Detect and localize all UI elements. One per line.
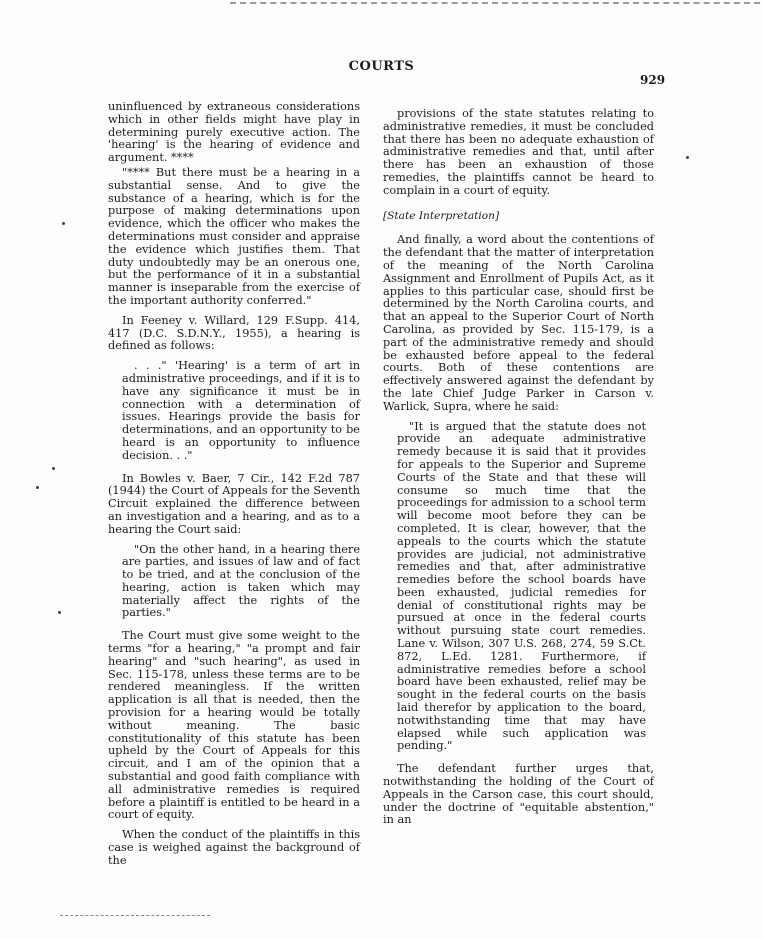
left-paragraph-1: uninfluenced by extraneous considerations which in other fields might have play in determining purely executive action. The 'hearing' is the hearing of evidence and argument. ****: [108, 100, 360, 165]
left-paragraph-5: The Court must give some weight to the terms "for a hearing," "a prompt and fair hearing" and "such hearing", as used in Sec. 115-178, unless these terms are to be rendered meaningless. If the written application is all that is needed, then the provision for a hearing would be totally without meaning. The basic constitutionality of this statute has been upheld by the Court of Appeals for this circuit, and I am of the opinion that a substantial and good faith compliance with all administrative remedies is required before a plaintiff is entitled to be heard in a court of equity.: [108, 629, 360, 822]
scan-speck: [62, 222, 65, 225]
right-paragraph-2: And finally, a word about the contentions of the defendant that the matter of interpretation of the meaning of the North Carolina Assignment and Enrollment of Pupils Act, as it applies to this particular case, should first be determined by the North Carolina courts, and that an appeal to the Superior Court of North Carolina, as provided by Sec. 115-179, is a part of the administrative remedy and should be exhausted before appeal to the federal courts. Both of these contentions are effectively answered against the defendant by the late Chief Judge Parker in Carson v. Warlick, Supra, where he said:: [383, 233, 654, 413]
scan-edge-top: [230, 2, 760, 4]
bowles-quote: [108, 544, 360, 621]
left-paragraph-6: When the conduct of the plaintiffs in this case is weighed against the background of the: [108, 828, 360, 867]
section-heading: [State Interpretation]: [383, 209, 500, 222]
left-paragraph-2: "**** But there must be a hearing in a substantial sense. And to give the substance of a hearing, which is for the purpose of making determinations upon evidence, which the officer who makes the determinations must consider and appraise the evidence which justifies them. That duty undoubtedly may be an onerous one, but the performance of it in a substantial manner is inseparable from the exercise of the important authority conferred.": [108, 165, 360, 307]
scan-speck: [52, 467, 55, 470]
scan-edge-bottom: [60, 915, 210, 916]
left-paragraph-4: In Bowles v. Baer, 7 Cir., 142 F.2d 787 (1944) the Court of Appeals for the Seventh Circuit explained the difference between an investigation and a hearing, and as to a hearing the Court said:: [108, 471, 360, 536]
carson-quote: [383, 421, 654, 754]
running-head: COURTS: [348, 59, 415, 74]
scan-speck: [58, 611, 61, 614]
scan-speck: [686, 156, 689, 159]
left-paragraph-3: In Feeney v. Willard, 129 F.Supp. 414, 417 (D.C. S.D.N.Y., 1955), a hearing is defined as follows:: [108, 313, 360, 353]
right-paragraph-1: provisions of the state statutes relating to administrative remedies, it must be concluded that there has been no adequate exhaustion of administrative remedies and that, until after there has been an exhaustion of those remedies, the plaintiffs cannot be heard to complain in a court of equity.: [383, 107, 654, 197]
right-paragraph-3: The defendant further urges that, notwithstanding the holding of the Court of Appeals in the Carson case, this court should, under the doctrine of "equitable abstention," in an: [383, 762, 654, 827]
feeney-quote-text: . . ." 'Hearing' is a term of art in administrative proceedings, and if it is to have any significance it must be in connection with a determination of issues. Hearings provide the basis for determinations, and an opportunity to be heard is an opportunity to influence decision. . .": [122, 359, 360, 462]
feeney-quote: [108, 360, 360, 462]
right-column: [383, 108, 654, 834]
carson-quote-text: "It is argued that the statute does not provide an adequate administrative remedy because it is said that it provides for appeals to the Superior and Supreme Courts of the State and that these will consume so much time that the proceedings for admission to a school term will become moot before they can be completed. It is clear, however, that the appeals to the courts which the statute provides are judicial, not administrative remedies and that, after administrative remedies before the school boards have been exhausted, judicial remedies for denial of constitutional rights may be pursued at once in the federal courts without pursuing state court remedies. Lane v. Wilson, 307 U.S. 268, 274, 59 S.Ct. 872, L.Ed. 1281. Furthermore, if administrative remedies before a school board have been exhausted, relief may be sought in the federal courts on the basis laid therefor by application to the board, notwithstanding time that may have elapsed while such application was pending.": [397, 419, 646, 753]
bowles-quote-text: "On the other hand, in a hearing there are parties, and issues of law and of fact to be tried, and at the conclusion of the hearing, action is taken which may materially affect the rights of the parties.": [122, 542, 360, 620]
scan-speck: [36, 486, 39, 489]
page-number: 929: [640, 73, 666, 87]
left-column: [108, 101, 360, 875]
